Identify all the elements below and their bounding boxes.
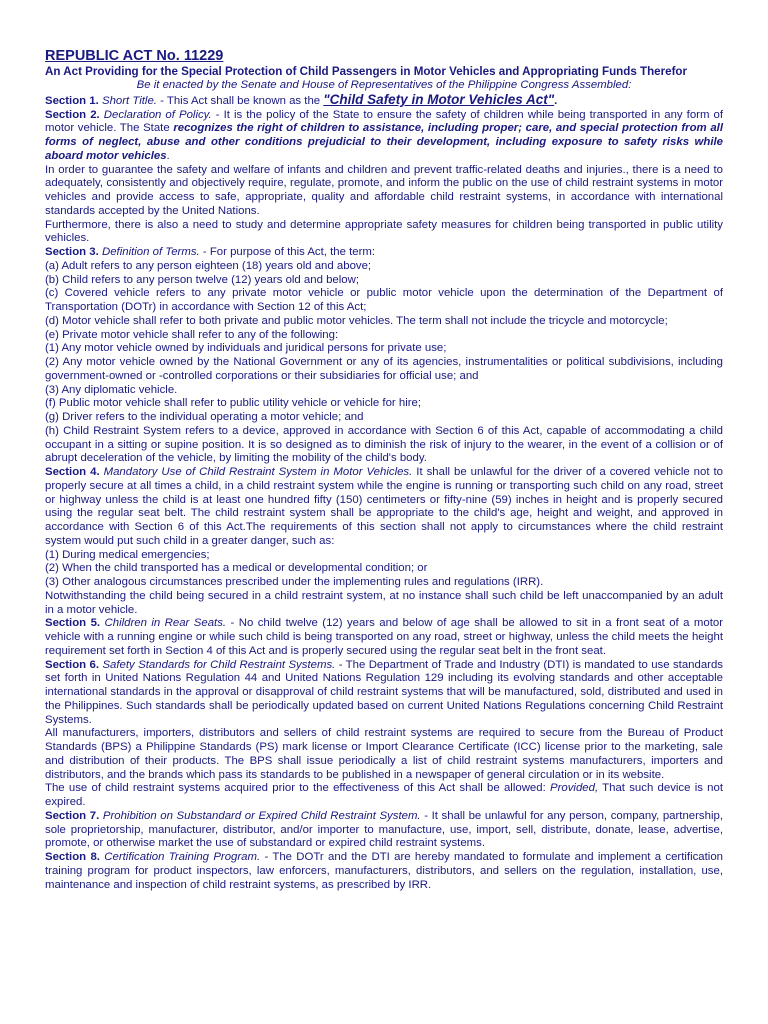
- enacting-clause: Be it enacted by the Senate and House of Representatives of the Philippine Congress Assembled:: [136, 79, 632, 91]
- section-2-number: Section 2.: [45, 108, 100, 121]
- section-5-number: Section 5.: [45, 617, 101, 630]
- section-5-heading: Children in Rear Seats.: [104, 617, 227, 630]
- section-8-heading: Certification Training Program.: [104, 851, 261, 863]
- definition-item: (h) Child Restraint System refers to a device, approved in accordance with Section 6 of this Act, capable of accommodating a child occupant in a sitting or supine position. It is so designed as to diminish the risk of injury to the wearer, in the event of a collision or of abrupt deceleration of the vehicle, by limiting the mobility of the child's body.: [45, 424, 723, 465]
- section-1-end: .: [554, 94, 558, 107]
- section-4-text: It shall be unlawful for the driver of a covered vehicle not to properly secure at all times a child, in a child restraint system while the engine is running or transporting such child on any road, street or highway unless the child is at least one hundred fifty (150) centimeters or fifty-nine (59) inches in height and is properly secured using the regular seat belt. The child restraint system shall be appropriate to the child's age, height and weight, and approved in accordance with Section 6 of this Act.The requirements of this section shall not apply to circumstances where the child restraint system would put such child in a greater danger, such as:: [45, 466, 723, 547]
- section-7-number: Section 7.: [45, 809, 100, 822]
- section-1-text: - This Act shall be known as the: [156, 94, 324, 107]
- section-6-number: Section 6.: [45, 658, 100, 671]
- definition-item: (d) Motor vehicle shall refer to both private and public motor vehicles. The term shall not include the tricycle and motorcycle;: [45, 314, 668, 327]
- exception-item: (2) When the child transported has a medical or developmental condition; or: [45, 562, 428, 575]
- section-2-text-a: - It is the policy of the State to ensure the safety of children while being transported in any form of motor vehicle. The State: [45, 108, 723, 135]
- section-6-p3-text-a: The use of child restraint systems acquired prior to the effectiveness of this Act shall be allowed:: [45, 782, 551, 795]
- section-2-paragraph-2: In order to guarantee the safety and welfare of infants and children and prevent traffic-related deaths and injuries., there is a need to adequately, consistently and objectively require, regulate, promote, and inform the public on the use of child restraint systems in motor vehicles and provide access to safe, appropriate, quality and affordable child restraint systems, in accordance with international standards accepted by the United Nations.: [45, 163, 723, 217]
- section-2-paragraph-3: Furthermore, there is also a need to study and determine appropriate safety measures for children being transported in public utility vehicles.: [45, 218, 723, 245]
- definition-item: (1) Any motor vehicle owned by individuals and juridical persons for private use;: [45, 342, 447, 355]
- section-2-text-b: .: [166, 149, 170, 162]
- section-7-text: - It shall be unlawful for any person, company, partnership, sole proprietorship, manufacturer, distributor, and/or importer to manufacture, use, import, sell, distribute, donate, lease, advertise, promote, or otherwise market the use of substandard or expired child restraint systems.: [45, 809, 723, 850]
- section-8-number: Section 8.: [45, 851, 100, 863]
- definition-item: (g) Driver refers to the individual operating a motor vehicle; and: [45, 411, 364, 423]
- exception-item: (1) During medical emergencies;: [45, 548, 210, 561]
- definition-item: (b) Child refers to any person twelve (12) years old and below;: [45, 273, 360, 286]
- section-6-paragraph-2: All manufacturers, importers, distributors and sellers of child restraint systems are required to secure from the Bureau of Product Standards (BPS) a Philippine Standards (PS) mark license or Import Clearance Certificate (ICC) license prior to the marketing, sale and distribution of their products. The BPS shall issue periodically a list of child restraint systems manufacturers, importers and distributors, and the brands which pass its standards to be published in a newspaper of general circulation or in its website.: [45, 727, 723, 781]
- section-7-heading: Prohibition on Substandard or Expired Child Restraint System.: [102, 809, 421, 822]
- definition-item: (a) Adult refers to any person eighteen (18) years old and above;: [45, 259, 372, 272]
- definition-item: (2) Any motor vehicle owned by the National Government or any of its agencies, instrumentalities or political subdivisions, including government-owned or -controlled corporations or their subsidiaries for official use; and: [45, 356, 723, 382]
- section-1-number: Section 1.: [45, 94, 99, 107]
- act-title: REPUBLIC ACT No. 11229: [45, 48, 224, 64]
- section-4-paragraph-2: Notwithstanding the child being secured in a child restraint system, at no instance shall such child be left unaccompanied by an adult in a motor vehicle.: [45, 589, 723, 616]
- section-8: [45, 851, 723, 892]
- definition-item: (f) Public motor vehicle shall refer to public utility vehicle or vehicle for hire;: [45, 397, 422, 410]
- section-6-p3-text-b: That such device is not expired.: [45, 782, 723, 808]
- section-4: [45, 466, 723, 549]
- section-3-heading: Definition of Terms.: [101, 246, 200, 258]
- exception-item: (3) Other analogous circumstances prescribed under the implementing rules and regulations (IRR).: [45, 576, 544, 588]
- section-1-heading: Short Title.: [101, 94, 157, 107]
- section-6-paragraph-3: [45, 782, 723, 810]
- definition-item: (3) Any diplomatic vehicle.: [45, 383, 178, 396]
- section-6-text: - The Department of Trade and Industry (DTI) is mandated to use standards set forth in United Nations Regulation 44 and United Nations Regulation 129 including its evolving standards and other acceptable international standards in the approval or disapproval of child restraint systems that will be manufactured, sold, distributed and used in the Philippines. Such standards shall be periodically updated based on current United Nations Regulations concerning Child Restraint Systems.: [45, 658, 724, 726]
- section-8-text: - The DOTr and the DTI are hereby mandated to formulate and implement a certification training program for product inspectors, law enforcers, manufacturers, distributors, and sellers on the regulation, installation, use, maintenance and inspection of child restraint systems, as prescribed by IRR.: [45, 851, 723, 891]
- section-3-text: - For purpose of this Act, the term:: [199, 246, 376, 258]
- act-subtitle: An Act Providing for the Special Protection of Child Passengers in Motor Vehicles and Appropriating Funds Therefor: [45, 65, 688, 78]
- section-7: [45, 810, 723, 851]
- section-5: [45, 617, 723, 658]
- section-3: [45, 246, 723, 260]
- section-2-heading: Declaration of Policy.: [103, 108, 212, 121]
- section-1: [45, 93, 723, 109]
- definition-item: (c) Covered vehicle refers to any private motor vehicle or public motor vehicle upon the determination of the Department of Transportation (DOTr) in accordance with Section 12 of this Act;: [45, 287, 723, 313]
- short-title: "Child Safety in Motor Vehicles Act": [323, 91, 555, 107]
- section-6: [45, 659, 723, 728]
- section-4-heading: Mandatory Use of Child Restraint System in Motor Vehicles.: [103, 466, 413, 478]
- proviso: Provided,: [550, 782, 599, 795]
- definition-item: (e) Private motor vehicle shall refer to any of the following:: [45, 328, 339, 341]
- section-3-number: Section 3.: [45, 246, 99, 258]
- section-2-emphasis: recognizes the right of children to assistance, including proper; care, and special protection from all forms of neglect, abuse and other conditions prejudicial to their development, including exposure to safety risks while aboard motor vehicles: [45, 122, 723, 162]
- section-4-number: Section 4.: [45, 466, 100, 478]
- document-page: [45, 48, 723, 892]
- section-2: [45, 109, 723, 164]
- section-5-text: - No child twelve (12) years and below of age shall be allowed to sit in a front seat of a motor vehicle with a running engine or while such child is being transported on any road, street or highway, unless the child meets the height requirement set forth in Section 4 of this Act and is properly secured using the regular seat belt in the front seat.: [45, 617, 724, 657]
- section-6-heading: Safety Standards for Child Restraint Systems.: [102, 658, 336, 671]
